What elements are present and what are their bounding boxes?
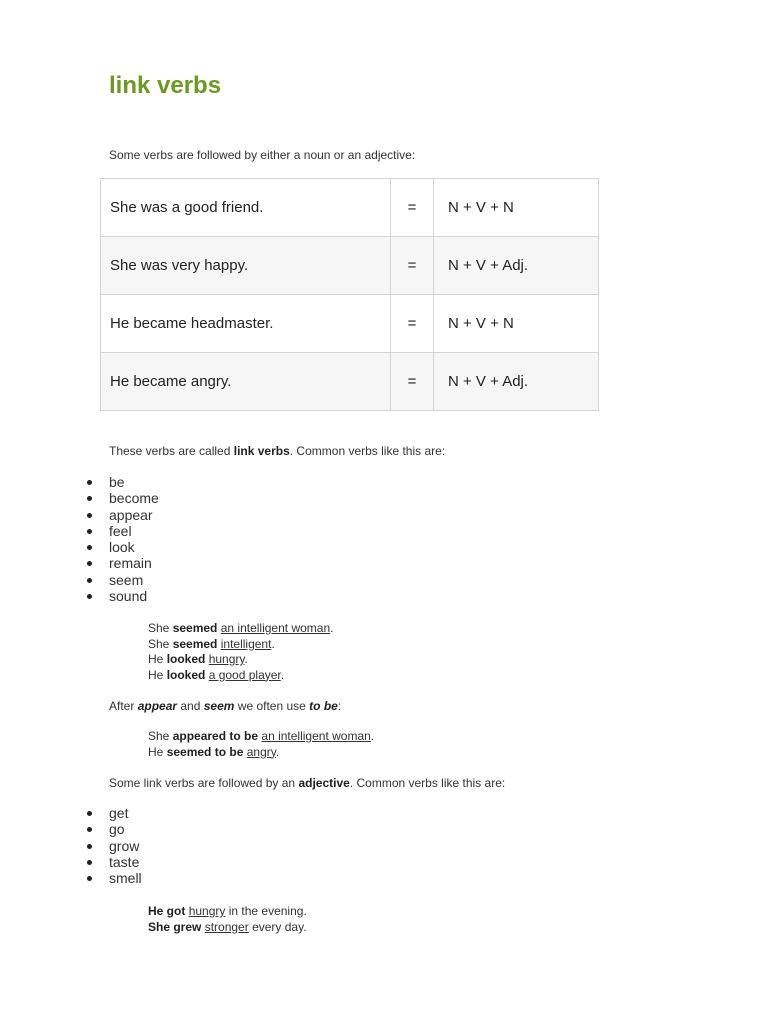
page-title: link verbs	[109, 72, 222, 99]
table-row	[101, 295, 599, 353]
pattern-cell: N + V + Adj.	[434, 353, 599, 411]
equals-cell: =	[391, 237, 434, 295]
list-item: get	[109, 805, 142, 821]
pattern-cell: N + V + N	[434, 295, 599, 353]
list-item: smell	[109, 870, 142, 887]
para-text: . Common verbs like this are:	[289, 444, 446, 458]
table-row	[101, 353, 599, 411]
appear-seem-paragraph: After appear and seem we often use to be:	[109, 699, 342, 713]
list-item: seem	[109, 572, 159, 588]
para-text: These verbs are called	[109, 444, 234, 458]
example-block	[148, 621, 333, 683]
link-verb-list	[109, 474, 159, 604]
table-row	[101, 179, 599, 237]
equals-cell: =	[391, 295, 434, 353]
pattern-cell: N + V + N	[434, 179, 599, 237]
list-item: sound	[109, 588, 159, 604]
table-row	[101, 237, 599, 295]
intro-text: Some verbs are followed by either a noun or an adjective:	[109, 148, 416, 162]
example-line: She appeared to be an intelligent woman.	[148, 729, 375, 743]
list-item: taste	[109, 854, 142, 870]
example-line: She seemed intelligent.	[148, 636, 275, 651]
example-block	[148, 904, 307, 935]
list-item: feel	[109, 523, 159, 539]
sentence-cell: He became headmaster.	[101, 295, 391, 353]
examples-table	[100, 178, 599, 411]
list-item: be	[109, 474, 159, 490]
sentence-cell: She was very happy.	[101, 237, 391, 295]
example-line: He looked a good player.	[148, 667, 285, 682]
link-verbs-paragraph	[109, 443, 445, 459]
adjective-paragraph: Some link verbs are followed by an adjective. Common verbs like this are:	[109, 776, 506, 790]
sentence-cell: He became angry.	[101, 353, 391, 411]
sentence-cell: She was a good friend.	[101, 179, 391, 237]
example-block	[148, 729, 374, 760]
list-item: grow	[109, 838, 142, 854]
pattern-cell: N + V + Adj.	[434, 237, 599, 295]
example-line: He seemed to be angry.	[148, 744, 280, 759]
example-line: He got hungry in the evening.	[148, 904, 307, 918]
example-line: She seemed an intelligent woman.	[148, 621, 334, 635]
list-item: become	[109, 490, 159, 507]
list-item: look	[109, 539, 159, 555]
example-line: He looked hungry.	[148, 652, 248, 666]
equals-cell: =	[391, 179, 434, 237]
equals-cell: =	[391, 353, 434, 411]
list-item: remain	[109, 555, 159, 571]
list-item: appear	[109, 507, 159, 523]
adjective-verb-list	[109, 805, 142, 886]
list-item: go	[109, 821, 142, 837]
example-line: She grew stronger every day.	[148, 919, 307, 934]
para-bold: link verbs	[233, 444, 290, 458]
